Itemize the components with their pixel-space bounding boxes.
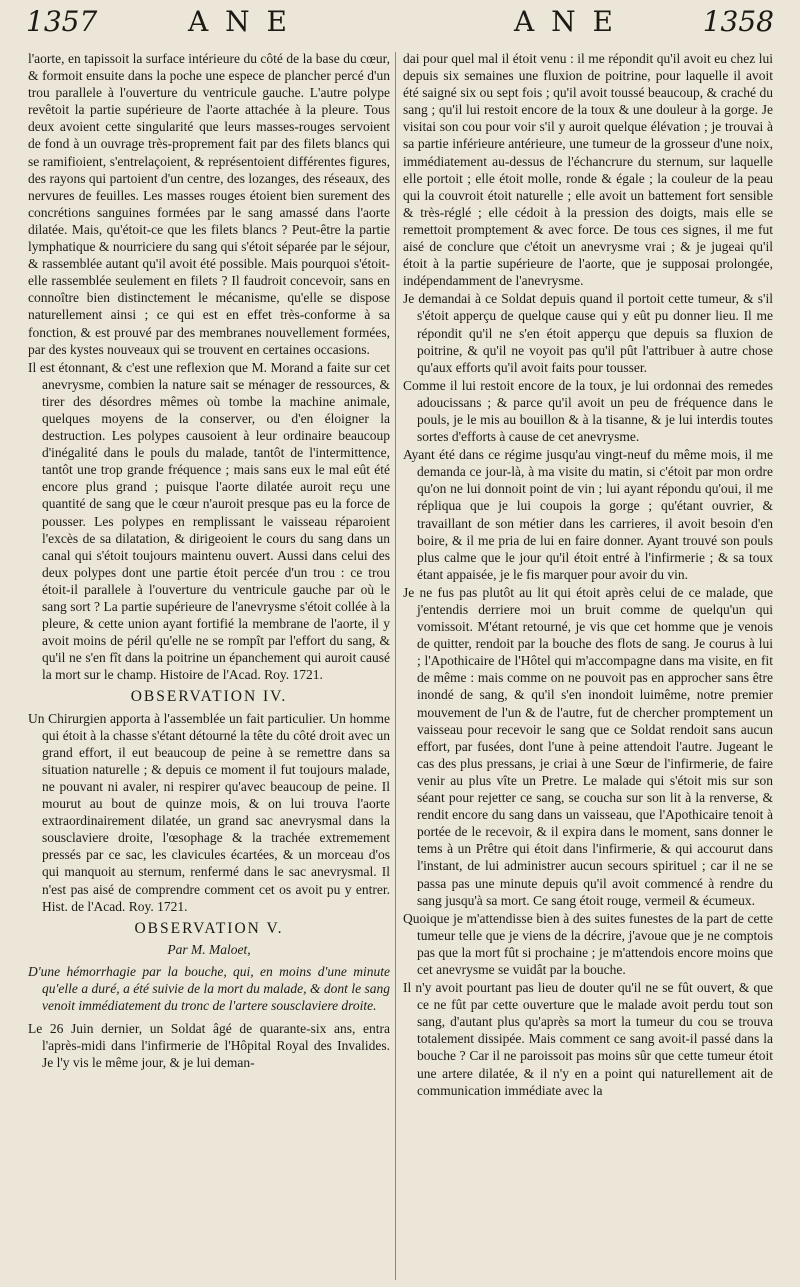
paragraph: Il n'y avoit pourtant pas lieu de douter qu'il ne se fût ouvert, & que ce ne fût par cette ouverture que le malade avoit perdu tout son sang, d'autant plus qu'après sa mort la tumeur du cou se trouva totalement dissipée. Mais comment ce sang avoit-il passé dans la bouche ? Car il ne paroissoit pas moins sûr que cette tumeur étoit une artere dilatée, & il n'y en a point qui naturellement ait de communication immédiate avec la [403,980,773,1098]
running-title-right: A N E [514,5,617,38]
paragraph: Le 26 Juin dernier, un Soldat âgé de quarante-six ans, entra l'après-midi dans l'infirmerie de l'Hôpital Royal des Invalides. Je l'y vis le même jour, & je lui deman- [28,1021,390,1071]
column-divider [395,52,396,1280]
running-title-left: A N E [188,5,291,38]
paragraph: Quoique je m'attendisse bien à des suites funestes de la part de cette tumeur telle que je viens de la décrire, j'avoue que je ne comptois pas que la mort fût si prochaine ; je m'attendois encore moins que cet anevrysme se vuidât par la bouche. [403,910,773,977]
paragraph: Ayant été dans ce régime jusqu'au vingt-neuf du même mois, il me demanda ce jour-là, à ma visite du matin, si c'étoit par mon ordre qu'on ne lui donnoit point de vin ; lui ayant répondu qu'oui, il me répliqua que je lui coupois la gorge ; qu'étant ouvrier, & travaillant de son métier dans les carrieres, il avoit besoin d'en boire, & il me pria de lui en faire donner. Ayant trouvé son pouls plus calme que le jour qu'il étoit entré à l'infirmerie ; & sa toux étant appaisée, je le fis marquer pour avoir du vin. [403,447,773,582]
paragraph: Il est étonnant, & c'est une reflexion que M. Morand a faite sur cet anevrysme, combien la nature sait se ménager de ressources, & tirer des désordres mêmes où tombe la machine animale, quelques moyens de la conserver, ou d'en éloigner la destruction. Les polypes causoient à leur ordinaire beaucoup d'inégalité dans le pouls du malade, tantôt de l'intermittence, tantôt une trop grande fréquence ; mais sans eux le mal eût été encore plus grand ; puisque l'aorte dilatée auroit reçu une quantité de sang que le cœur n'auroit presque pas eu la force de pousser. Les polypes en remplissant le vaisseau réparoient l'excès de sa dilatation, & dirigeoient le cours du sang dans un canal qui s'étoit toujours maintenu ouvert. Aussi dans celui des deux polypes dont une partie étoit percée d'un trou : ce trou étoit-il parallele à l'ouverture du ventricule gauche par où le sang sort ? La partie supérieure de l'anevrysme s'étoit collée à la pleure, & cette union ayant fortifié la membrane de l'aorte, il y avoit moins de péril qu'elle ne se rompît par l'effort du sang, & qu'il ne s'en fît dans la poitrine un épanchement qui auroit causé la mort sur le champ. Histoire de l'Acad. Roy. 1721. [28,359,390,683]
page-number-left: 1357 [26,5,98,38]
paragraph: Je ne fus pas plutôt au lit qui étoit après celui de ce malade, que j'entendis derriere moi un bruit comme de quelqu'un qui vomissoit. M'étant retourné, je vis que cet homme que je venois de quitter, rendoit par la bouche des flots de sang. Je courus à lui ; l'Apothicaire de l'Hôtel qui m'accompagne dans ma visite, en fit de même : mais comme on ne pouvoit pas en approcher sans être inondé de sang, & qu'il s'en inondoit luimême, notre premier mouvement de l'un & de l'autre, fut de chercher promptement un vaisseau pour recevoir le sang que ce Soldat rendoit sans aucun effort, par fusées, dont l'une à peine attendoit l'autre. Jugeant le cas des plus pressans, je criai à une Sœur de l'infirmerie, de faire venir au plus vîte un Pretre. Le malade qui s'étoit mis sur son séant pour rejetter ce sang, se coucha sur son lit à la renverse, & rendit encore du sang dans un vaisseau, que l'Apothicaire tenoit à portée de le recevoir, & il expira dans le moment, sans donner le tems à un Prêtre qui étoit dans l'infirmerie, & qui accourut dans l'instant, de lui administrer aucun secours spirituel ; car il ne se passa pas une minute depuis qu'il avoit commencé à rendre du sang jusqu'à sa mort. Ce sang étoit rouge, vermeil & écumeux. [403,584,773,908]
paragraph: l'aorte, en tapissoit la surface intérieure du côté de la base du cœur, & formoit ensuite dans la poche une espece de plancher percé d'un trou parallele à l'ouverture du ventricule gauche. L'autre polype revêtoit la partie supérieure de l'aorte attachée à la pleure. Tous deux avoient cette singularité que leurs masses-rouges servoient de fond à un ouvrage très-proprement fait par des filets blancs qui se ramifioient, s'entrelaçoient, & représentoient différentes figures, des rayons qui partoient d'un centre, des lozanges, des réseaux, des nervures de feuilles. Les masses rouges étoient bien surement des concrétions sanguines formées par le sang amassé dans l'aorte dilatée. Mais, qu'étoit-ce que les filets blancs ? Peut-être la partie lymphatique & nourriciere du sang qui s'étoit séparée par le séjour, & rassemblée autant qu'il avoit été possible. Mais pourquoi s'étoit-elle rassemblée seulement en filets ? Il faudroit concevoir, sans en connoître bien distinctement le mécanisme, qu'elle se dispose naturellement ainsi ; ce qui est en effet très-conforme à sa fonction, & est prouvé par des membranes nouvellement formées, par des kystes nouveaux qui se trouvent en certaines occasions. [28,51,390,357]
paragraph: Je demandai à ce Soldat depuis quand il portoit cette tumeur, & s'il s'étoit apperçu de quelque cause qui y eût pu donner lieu. Il me répondit qu'il ne s'en étoit apperçu que depuis sa fluxion de poitrine, & qu'il ne voyoit pas qu'il pût l'attribuer à autre chose qu'aux efforts qu'il avoit faits pour tousser. [403,291,773,375]
left-column [28,50,390,1284]
paragraph: Comme il lui restoit encore de la toux, je lui ordonnai des remedes adoucissans ; & parce qu'il avoit un peu de fréquence dans le pouls, je le mis au bouillon & à la tisanne, & je lui interdis toutes sortes d'efforts à cause de cet anevrysme. [403,377,773,445]
paragraph: Un Chirurgien apporta à l'assemblée un fait particulier. Un homme qui étoit à la chasse s'étant détourné la tête du côté droit avec un grand effort, il eut beaucoup de peine à se remettre dans sa situation naturelle ; & depuis ce moment il fut toujours malade, ne pouvant ni avaler, ni respirer qu'avec beaucoup de peine. Il mourut au bout de quinze mois, & on lui trouva l'aorte extraordinairement dilatée, un grand sac anevrysmal dans la sousclaviere droite, l'œsophage & la trachée extremement pressés par ce sac, les clavicules écartées, & un morceau d'os qui manquoit au sternum, renfermé dans le sac anevrysmal. Il n'est pas aisé de comprendre comment cet os avoit pu y entrer. Hist. de l'Acad. Roy. 1721. [28,710,390,914]
observation-summary: D'une hémorrhagie par la bouche, qui, en moins d'une minute qu'elle a duré, a été suivie de la mort du malade, & dont le sang venoit immédiatement du tronc de l'artere sousclaviere droite. [28,963,390,1014]
section-heading: OBSERVATION IV. [130,688,288,706]
right-column [403,50,773,1284]
paragraph: dai pour quel mal il étoit venu : il me répondit qu'il avoit eu chez lui depuis six semaines une fluxion de poitrine, pour laquelle il avoit été saigné six ou sept fois ; qu'il avoit toussé beaucoup, & craché du sang ; qu'il lui restoit encore de la toux & une douleur à la gorge. Je visitai son cou pour voir s'il y auroit quelque élévation ; je trouvai à sa partie inférieure antérieure, une tumeur de la grosseur d'une noix, immédiatement au-dessus de l'échancrure du sternum, sur laquelle elle portoit ; elle étoit molle, ronde & égale ; la couleur de la peau qui la couvroit étoit naturelle ; elle avoit un battement fort sensible & très-réglé ; elle cédoit à la pression des doigts, mais elle se remettoit promptement & avec force. De tous ces signes, il me fut aisé de conclure que c'étoit un anevrysme vrai ; & je jugeai qu'il étoit à la partie supérieure de l'aorte, que je supposai prolongée, indépendamment de l'anevrysme. [403,51,773,289]
section-heading: OBSERVATION V. [134,919,284,937]
author-byline: Par M. Maloet, [167,941,251,957]
page-number-right: 1358 [702,5,774,38]
